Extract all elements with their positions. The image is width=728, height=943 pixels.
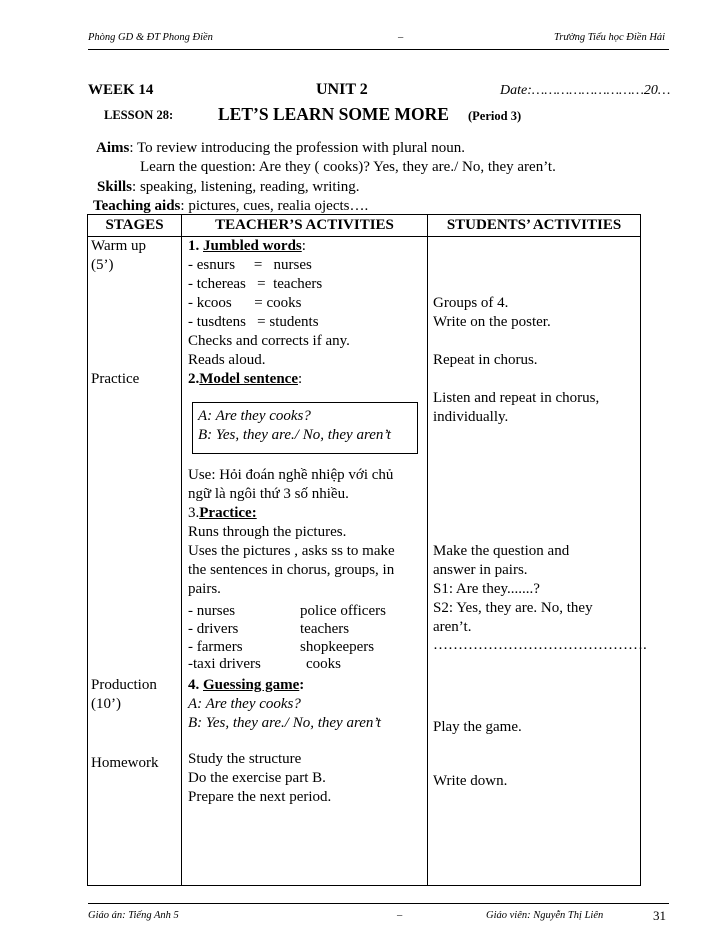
table-body-row	[88, 237, 641, 886]
student-line-1: Groups of 4.	[433, 295, 509, 311]
use-line-1: Use: Hỏi đoán nghề nhiệp với chủ	[188, 467, 394, 483]
jumbled-item-3: - kcoos = cooks	[188, 295, 302, 311]
word-2a: - drivers	[188, 621, 239, 637]
header-teacher: TEACHER’S ACTIVITIES	[182, 215, 428, 237]
table-header-row	[88, 215, 641, 237]
guessing-game-b: B: Yes, they are./ No, they aren’t	[188, 715, 381, 731]
students-cell	[428, 237, 647, 886]
footer-rule	[88, 903, 669, 904]
word-3b: shopkeepers	[300, 639, 375, 655]
homework-line-3: Prepare the next period.	[188, 789, 332, 805]
student-line-6: Make the question and	[433, 543, 570, 559]
word-1b: police officers	[300, 603, 386, 619]
word-4a: -taxi drivers	[188, 656, 261, 672]
uses-line-3: pairs.	[188, 581, 221, 597]
unit-title: UNIT 2	[316, 81, 368, 98]
stage-production-time: (10’)	[91, 696, 121, 712]
student-line-3: Repeat in chorus.	[433, 352, 538, 368]
word-3a: - farmers	[188, 639, 243, 655]
header-students: STUDENTS’ ACTIVITIES	[428, 215, 641, 237]
stage-warmup: Warm up	[91, 238, 147, 254]
aims-line	[96, 140, 465, 157]
practice-num: 3.	[188, 505, 200, 521]
aids-label: Teaching aids	[93, 198, 181, 214]
word-1a: - nurses	[188, 603, 236, 619]
checks-line: Checks and corrects if any.	[188, 333, 350, 349]
skills-text: : speaking, listening, reading, writing.	[132, 179, 360, 195]
jumbled-words-colon: :	[301, 238, 306, 254]
student-line-8: S1: Are they.......?	[433, 581, 540, 597]
model-sentence-heading	[188, 371, 302, 388]
student-line-12: Play the game.	[433, 719, 522, 735]
page-number: 31	[653, 908, 666, 923]
model-sentence-a: A: Are they cooks?	[198, 408, 311, 424]
model-sentence-num: 2.	[188, 371, 200, 387]
student-line-9: S2: Yes, they are. No, they	[433, 600, 593, 616]
aids-text: : pictures, cues, realia ojects….	[180, 198, 369, 214]
stage-homework: Homework	[91, 755, 159, 771]
word-4b: cooks	[306, 656, 341, 672]
model-sentence-box	[192, 402, 418, 454]
homework-line-2: Do the exercise part B.	[188, 770, 326, 786]
homework-line-1: Study the structure	[188, 751, 302, 767]
student-line-4: Listen and repeat in chorus,	[433, 390, 600, 406]
footer-left: Giáo án: Tiếng Anh 5	[88, 910, 179, 921]
guessing-game-title: Guessing game	[203, 677, 300, 693]
teacher-cell	[182, 237, 428, 886]
word-2b: teachers	[300, 621, 350, 637]
header-center: –	[398, 32, 404, 43]
use-line-2: ngữ là ngôi thứ 3 số nhiều.	[188, 486, 349, 502]
aims-text: : To review introducing the profession with plural noun.	[129, 140, 466, 156]
period-label: (Period 3)	[468, 109, 522, 123]
practice-title: Practice:	[199, 505, 257, 521]
student-line-5: individually.	[433, 409, 509, 425]
week-label: WEEK 14	[88, 82, 154, 98]
lesson-plan-table	[87, 214, 647, 886]
model-sentence-colon: :	[297, 371, 303, 387]
student-line-2: Write on the poster.	[433, 314, 551, 330]
uses-line-2: the sentences in chorus, groups, in	[188, 562, 395, 578]
stage-warmup-time: (5’)	[91, 257, 114, 273]
jumbled-words-title: Jumbled words	[203, 238, 302, 254]
guessing-game-a: A: Are they cooks?	[188, 696, 301, 712]
jumbled-words-num: 1.	[188, 238, 203, 254]
skills-label: Skills	[97, 179, 133, 195]
runs-line: Runs through the pictures.	[188, 524, 347, 540]
header-right: Trường Tiểu học Điền Hải	[554, 32, 666, 43]
footer-center: –	[397, 910, 403, 921]
aims-line-2: Learn the question: Are they ( cooks)? Yes, they are./ No, they aren’t.	[140, 159, 556, 175]
aids-line	[93, 198, 368, 215]
skills-line	[97, 179, 360, 196]
header-rule	[88, 49, 669, 50]
stage-production: Production	[91, 677, 157, 693]
student-line-11: …………………………………….	[433, 637, 647, 653]
uses-line-1: Uses the pictures , asks ss to make	[188, 543, 395, 559]
header-stages: STAGES	[88, 215, 182, 237]
guessing-game-heading	[188, 677, 304, 694]
practice-heading	[188, 505, 257, 522]
aims-label: Aims	[96, 140, 130, 156]
jumbled-item-1: - esnurs = nurses	[188, 257, 312, 273]
lesson-label: LESSON 28:	[104, 108, 174, 122]
jumbled-item-2: - tchereas = teachers	[188, 276, 323, 292]
student-line-10: aren’t.	[433, 619, 472, 635]
guessing-game-colon: :	[299, 677, 305, 693]
student-line-13: Write down.	[433, 773, 508, 789]
date-line: Date:………………………20…	[500, 83, 671, 98]
stages-cell	[88, 237, 182, 886]
jumbled-words-heading	[188, 238, 306, 255]
header-left: Phòng GD & ĐT Phong Điền	[88, 32, 213, 43]
lesson-title: LET’S LEARN SOME MORE	[218, 104, 449, 124]
stage-practice: Practice	[91, 371, 140, 387]
student-line-7: answer in pairs.	[433, 562, 528, 578]
footer-right: Giáo viên: Nguyễn Thị Liên	[486, 910, 604, 921]
jumbled-item-4: - tusdtens = students	[188, 314, 319, 330]
model-sentence-title: Model sentence	[199, 371, 298, 387]
model-sentence-b: B: Yes, they are./ No, they aren’t	[198, 427, 391, 443]
guessing-game-num: 4.	[188, 677, 203, 693]
reads-line: Reads aloud.	[188, 352, 266, 368]
